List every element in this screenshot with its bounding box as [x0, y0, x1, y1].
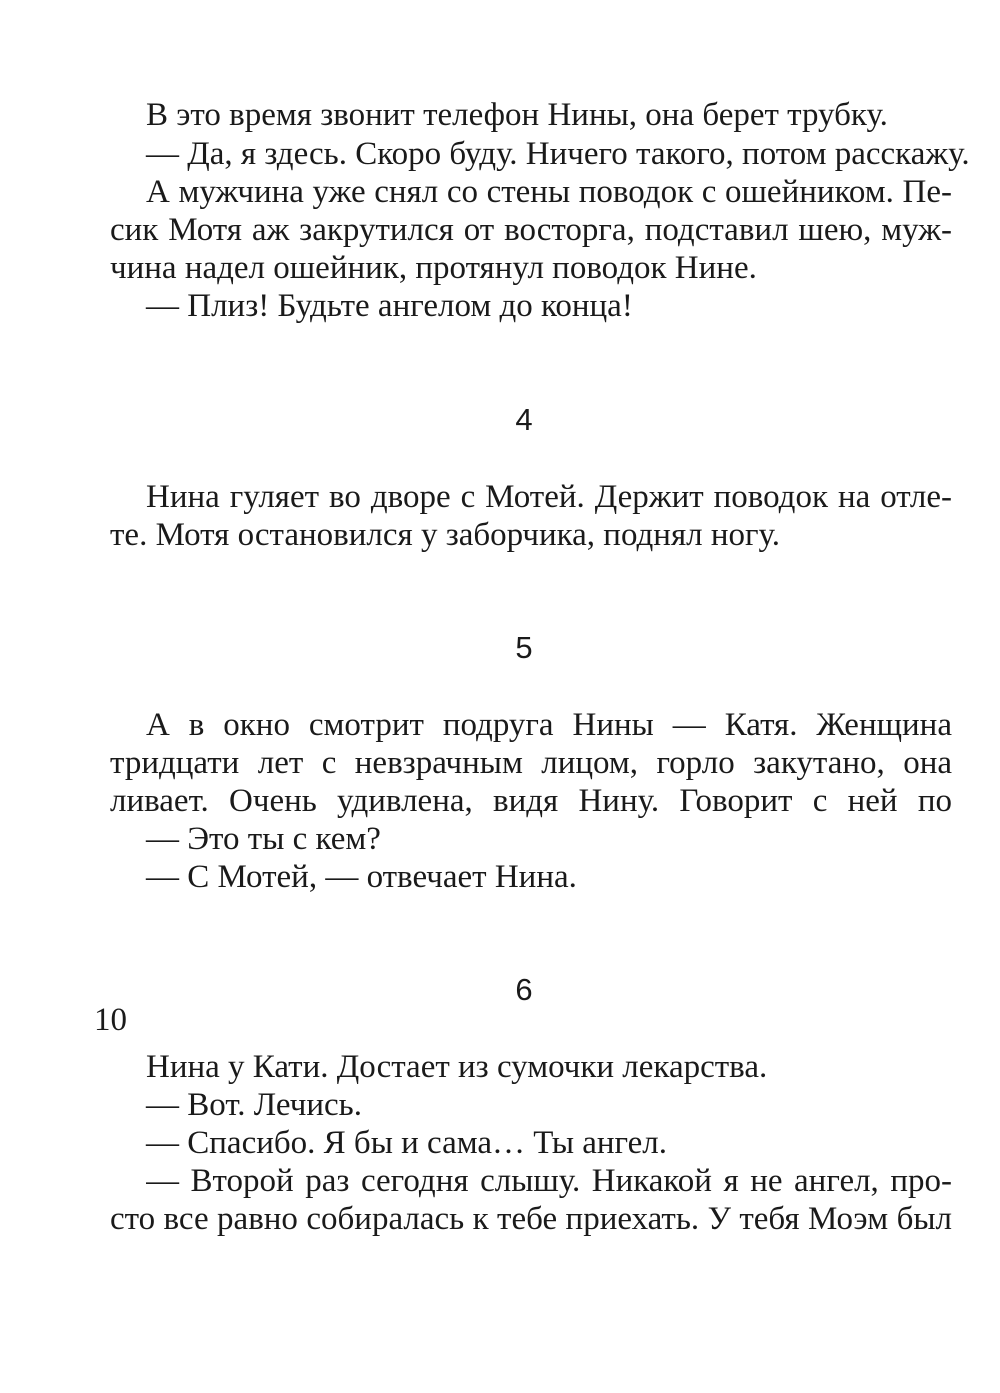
dialogue-line: — Это ты с кем?: [146, 821, 381, 857]
paragraph-line: чина надел ошейник, протянул поводок Нине.: [110, 250, 757, 286]
scene-number: 5: [515, 630, 533, 665]
dialogue-line: — С Мотей, — отвечает Нина.: [146, 859, 577, 895]
dialogue-line: — Плиз! Будьте ангелом до конца!: [146, 288, 633, 324]
paragraph-line: тридцати лет с невзрачным лицом, горло закутано, она: [110, 745, 952, 781]
paragraph-line: В это время звонит телефон Нины, она берет трубку.: [146, 97, 888, 133]
scene-number: 6: [515, 972, 533, 1007]
paragraph-line: А в окно смотрит подруга Нины — Катя. Женщина: [146, 707, 952, 743]
paragraph-line: сто все равно собиралась к тебе приехать. У тебя Моэм был: [110, 1201, 952, 1237]
dialogue-line: — Да, я здесь. Скоро буду. Ничего такого, потом расскажу.: [146, 136, 970, 172]
paragraph-line: Нина у Кати. Достает из сумочки лекарства.: [146, 1049, 768, 1085]
paragraph-line: те. Мотя остановился у заборчика, поднял ногу.: [110, 517, 780, 553]
paragraph-line: Нина гуляет во дворе с Мотей. Держит поводок на отле-: [146, 479, 952, 515]
dialogue-line: — Вот. Лечись.: [146, 1087, 362, 1123]
scene-number: 4: [515, 402, 533, 437]
paragraph-line: ливает. Очень удивлена, видя Нину. Говорит с ней по: [110, 783, 952, 819]
dialogue-line: — Второй раз сегодня слышу. Никакой я не ангел, про-: [146, 1163, 952, 1199]
paragraph-line: сик Мотя аж закрутился от восторга, подставил шею, муж-: [110, 212, 952, 248]
dialogue-line: — Спасибо. Я бы и сама… Ты ангел.: [146, 1125, 668, 1161]
page-number: 10: [94, 1002, 127, 1038]
paragraph-line: А мужчина уже снял со стены поводок с ошейником. Пе-: [146, 174, 952, 210]
